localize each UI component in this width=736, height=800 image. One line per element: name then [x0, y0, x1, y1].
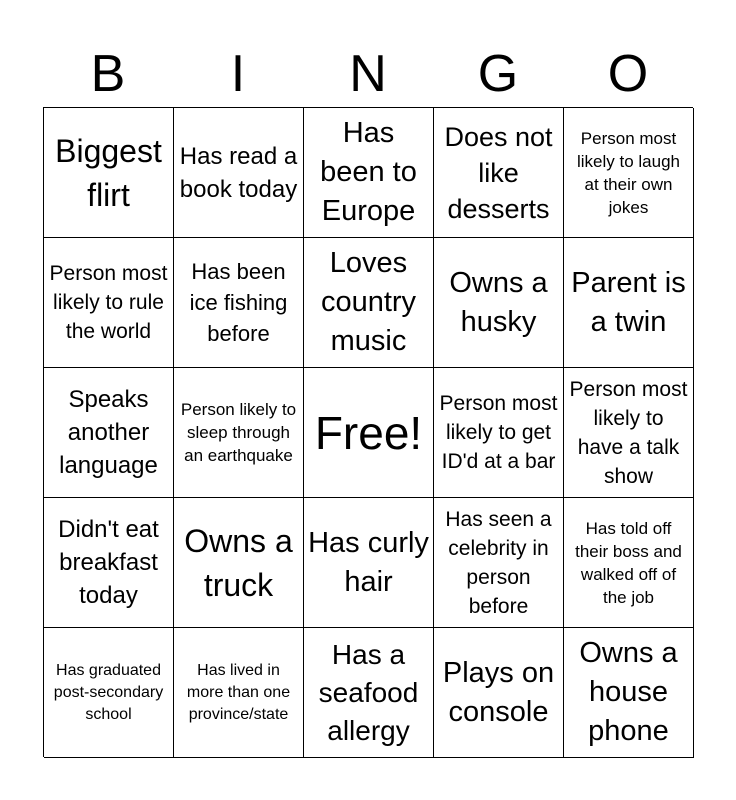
bingo-cell-r5c2[interactable] — [174, 628, 304, 758]
cell-text: Person most likely to laugh at their own jokes — [576, 128, 680, 217]
cell-text: Owns a husky — [449, 266, 548, 338]
cell-text: Person most likely to rule the world — [49, 262, 168, 343]
bingo-cell-r2c5[interactable] — [564, 238, 694, 368]
header-letter-g: G — [477, 45, 519, 103]
cell-text: Has seen a celebrity in person before — [445, 507, 552, 618]
bingo-header — [43, 44, 693, 104]
bingo-cell-r3c1[interactable] — [44, 368, 174, 498]
cell-text: Has been ice fishing before — [189, 259, 288, 346]
bingo-cell-r2c4[interactable] — [434, 238, 564, 368]
cell-text: Has been to Europe — [320, 117, 417, 227]
bingo-cell-r1c3[interactable] — [304, 108, 434, 238]
cell-text: Has a seafood allergy — [318, 638, 419, 746]
bingo-cell-r5c4[interactable] — [434, 628, 564, 758]
bingo-cell-r3c4[interactable] — [434, 368, 564, 498]
header-letter-o: O — [607, 45, 649, 103]
cell-text: Didn't eat breakfast today — [58, 516, 159, 609]
bingo-cell-r3c5[interactable] — [564, 368, 694, 498]
cell-text: Has read a book today — [179, 142, 298, 203]
bingo-cell-r2c3[interactable] — [304, 238, 434, 368]
bingo-cell-r1c4[interactable] — [434, 108, 564, 238]
cell-text: Parent is a twin — [571, 266, 686, 338]
bingo-cell-r4c2[interactable] — [174, 498, 304, 628]
bingo-cell-r1c1[interactable] — [44, 108, 174, 238]
bingo-cell-r2c1[interactable] — [44, 238, 174, 368]
bingo-cell-r4c5[interactable] — [564, 498, 694, 628]
cell-text: Free! — [314, 406, 423, 459]
cell-text: Has told off their boss and walked off of the job — [575, 518, 682, 607]
cell-text: Owns a truck — [184, 522, 293, 603]
bingo-cell-r4c4[interactable] — [434, 498, 564, 628]
header-letter-n: N — [349, 45, 387, 103]
bingo-cell-r4c3[interactable] — [304, 498, 434, 628]
cell-text: Has curly hair — [308, 526, 429, 598]
bingo-cell-r4c1[interactable] — [44, 498, 174, 628]
bingo-cell-r1c5[interactable] — [564, 108, 694, 238]
bingo-card — [43, 107, 693, 757]
bingo-cell-r5c1[interactable] — [44, 628, 174, 758]
bingo-cell-r1c2[interactable] — [174, 108, 304, 238]
bingo-cell-r5c3[interactable] — [304, 628, 434, 758]
cell-text: Has graduated post-secondary school — [53, 661, 164, 723]
bingo-cell-r5c5[interactable] — [564, 628, 694, 758]
cell-text: Does not like desserts — [444, 121, 553, 224]
cell-text: Person most likely to get ID'd at a bar — [439, 392, 558, 473]
cell-text: Owns a house phone — [579, 637, 678, 747]
cell-text: Loves country music — [320, 247, 417, 357]
header-letter-i: I — [230, 45, 246, 103]
cell-text: Person likely to sleep through an earthquake — [180, 400, 297, 465]
free-space[interactable] — [304, 368, 434, 498]
header-letter-b: B — [90, 45, 126, 103]
bingo-cell-r2c2[interactable] — [174, 238, 304, 368]
cell-text: Biggest flirt — [55, 132, 162, 213]
cell-text: Has lived in more than one province/state — [186, 661, 291, 723]
cell-text: Plays on console — [442, 656, 555, 728]
cell-text: Person most likely to have a talk show — [569, 377, 688, 488]
cell-text: Speaks another language — [59, 386, 158, 479]
bingo-cell-r3c2[interactable] — [174, 368, 304, 498]
